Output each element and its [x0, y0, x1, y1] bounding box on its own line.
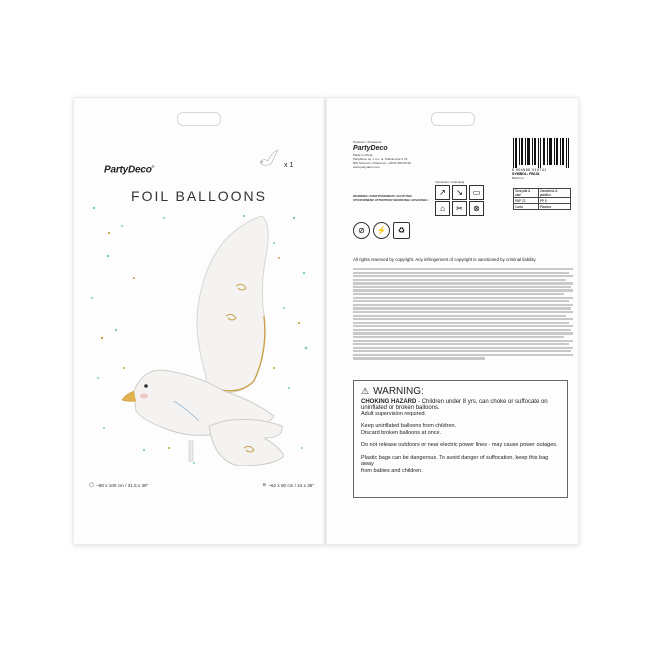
recycling-table: Skrzydła & całe Zawartość & plastiku PAP 22 PP 5 Carta Plastica — [513, 188, 571, 210]
producer-info: Producer / Producent PartyDeco Made in China PartyDeco sp. z o.o. ul. Podzamcze 2 73-500 Szczecin, Poland tel. +48 61 500 60 02 www.partydeco.com — [353, 140, 413, 169]
hang-hole — [431, 112, 475, 126]
product-symbol: SYMBOL: FB131 — [512, 172, 540, 176]
instruction-pictograms — [435, 185, 507, 200]
seal-icon: ▭ — [469, 185, 484, 200]
balloon-flat-icon: ⊖ — [262, 482, 267, 487]
barcode — [512, 138, 570, 180]
inflate-icon: ↗ — [435, 185, 450, 200]
size-info — [89, 482, 314, 488]
keep-away-text: Keep uninflated balloons from children. Discard broken balloons at once. — [361, 423, 457, 436]
choking-text: CHOKING HAZARD - Children under 8 yrs. can choke or suffocate on uninflated or broken balloons. — [361, 399, 548, 411]
choking-warning-box — [353, 380, 568, 498]
instruction-pictograms-2 — [435, 201, 507, 216]
batch-label: Batch no. — [512, 176, 525, 180]
warning-short: WARNING! AVERTISSEMENT! ACHTUNG! UPOZORNENI! ATTENTION! WARNUNG! ADVARSEL! — [353, 194, 429, 202]
barcode-number: 5 904555 010741 — [512, 168, 547, 172]
power-lines-text: Do not release outdoors or near electric power lines - may cause power outages. — [361, 442, 558, 448]
brand-logo: PartyDeco® — [104, 164, 155, 176]
barcode-bars — [512, 138, 570, 168]
recycle-icon: ♻ — [393, 222, 410, 239]
balloon-inflated-icon: ◯ — [89, 482, 95, 487]
adult-supervision: Adult supervision required. — [361, 411, 427, 417]
front-card — [73, 97, 325, 545]
plastic-bag-text: Plastic bags can be dangerous. To avoid danger of suffocation, keep this bag away from babies and children. — [361, 454, 549, 474]
instructions: Instruction / Instrukcja ↗ ↘ ▭ ⌂ ✂ ⊗ — [435, 180, 507, 216]
dove-icon — [256, 148, 280, 172]
back-card — [326, 97, 579, 545]
multilingual-warnings — [353, 268, 573, 361]
brand-logo: PartyDeco — [353, 145, 388, 152]
dove-balloon-image — [114, 216, 284, 466]
inflated-size: ◯ ~80 x 100 cm / 31.5 x 39" — [89, 482, 149, 488]
straw-icon: ↘ — [452, 185, 467, 200]
flat-size: ⊖ ~62 x 90 cm / 24 x 35" — [262, 482, 314, 488]
warning-icons — [353, 222, 410, 239]
helium-icon: ⌂ — [435, 201, 450, 216]
page-title: FOIL BALLOONS — [131, 188, 267, 204]
cut-icon: ✂ — [452, 201, 467, 216]
warning-heading: ⚠ WARNING: — [361, 386, 424, 397]
copyright-notice: All rights reserved by copyright. Any infringement of copyright is sanctioned by criminal liability. — [353, 257, 537, 262]
quantity-label: x 1 — [284, 162, 294, 169]
no-electricity-icon: ⚡ — [373, 222, 390, 239]
tie-icon: ⊗ — [469, 201, 484, 216]
no-children-icon: ⊘ — [353, 222, 370, 239]
warning-triangle-icon: ⚠ — [361, 386, 370, 396]
